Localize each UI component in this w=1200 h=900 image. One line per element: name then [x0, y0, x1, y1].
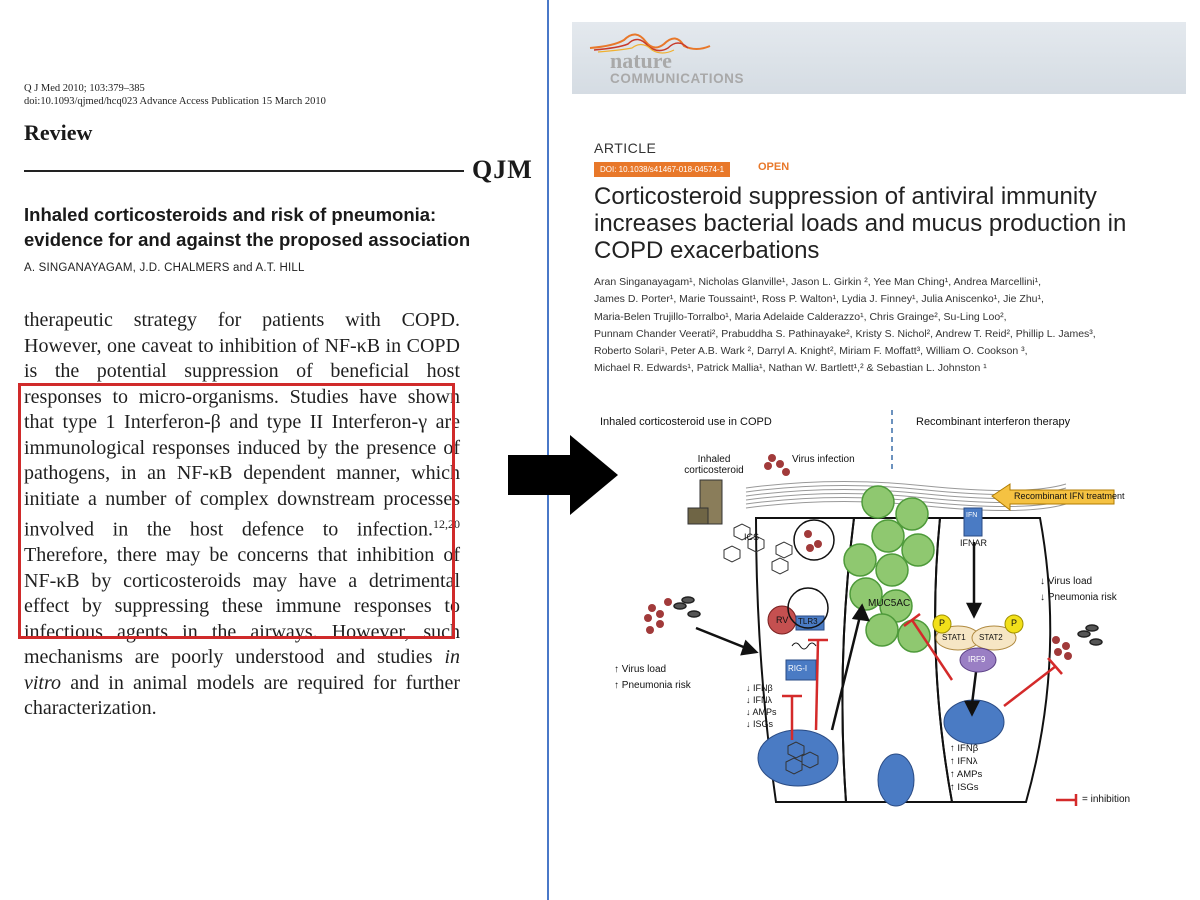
paper-title	[24, 202, 484, 252]
fig-rifn-treatment: Recombinant IFN treatment	[1014, 491, 1125, 501]
paper-title-line-1: Inhaled corticosteroids and risk of pneumonia:	[24, 204, 437, 225]
fig-rig-i: RIG-I	[788, 664, 808, 673]
body-text-highlighted-2: Therefore, there may be concerns that inhibition of NF-κB by corticosteroids may have a detrimental effect by suppressing these immune responses to infectious agents in the airways.	[24, 544, 460, 643]
fig-effect: Virus load	[1047, 576, 1093, 587]
fig-left-effects: ↑ Virus load ↑ Pneumonia risk	[614, 664, 691, 691]
left-paper-pane	[0, 0, 548, 900]
title-rule	[24, 170, 464, 172]
fig-mediator: AMPs	[752, 707, 777, 717]
fig-p-left: P	[939, 618, 946, 628]
fig-muc5ac: MUC5AC	[868, 598, 911, 609]
fig-effect: Virus load	[621, 664, 667, 675]
citation-line-2: doi:10.1093/qjmed/hcq023 Advance Access Publication 15 March 2010	[24, 96, 326, 107]
body-paragraph	[24, 308, 460, 722]
nucleus-left	[758, 730, 838, 786]
fig-virus-infection: Virus infection	[792, 454, 855, 465]
doi-badge[interactable]: DOI: 10.1038/s41467-018-04574-1	[594, 162, 730, 177]
author-line: Maria-Belen Trujillo-Torralbo¹, Maria Adelaide Calderazzo¹, Chris Grainge², Su-Ling Loo²,	[594, 310, 1007, 323]
journal-name-nature: nature	[610, 48, 672, 73]
fig-mediator: ISGs	[753, 719, 774, 729]
fig-effect: Pneumonia risk	[1047, 592, 1117, 603]
fig-stat1: STAT1	[942, 633, 966, 642]
mechanism-figure	[596, 410, 1186, 810]
fig-stat2: STAT2	[979, 633, 1003, 642]
fig-up-list: ↑ IFNβ ↑ IFNλ ↑ AMPs ↑ ISGs	[950, 743, 983, 793]
fig-mediator: IFNβ	[753, 683, 773, 693]
body-text-before: therapeutic strategy for patients with COPD. However, one caveat to inhibition of NF-κB in COPD is the potential suppression of beneficial	[24, 309, 460, 382]
fig-mediator: IFNλ	[753, 695, 773, 705]
paper-authors: A. SINGANAYAGAM, J.D. CHALMERS and A.T. HILL	[24, 262, 305, 274]
journal-header	[572, 22, 1186, 94]
author-line: Aran Singanayagam¹, Nicholas Glanville¹, Jason L. Girkin ², Yee Man Ching¹, Andrea Marcellini¹,	[594, 276, 1042, 288]
citation	[24, 82, 326, 108]
body-text-italic: in vitro	[24, 646, 460, 694]
section-label: Review	[24, 120, 93, 145]
body-text-after-2: and in animal models are required for further characterization.	[24, 671, 460, 720]
fig-right-effects: ↓ Virus load ↓ Pneumonia risk	[1040, 576, 1117, 603]
fig-effect: Pneumonia risk	[621, 680, 691, 691]
author-line: Punnam Chander Veerati², Prabuddha S. Pathinayake², Kristy S. Nichol², Andrew T. Reid², Phillip L. James³,	[594, 327, 1096, 340]
article-authors	[594, 274, 1154, 378]
journal-name-communications: COMMUNICATIONS	[610, 71, 745, 86]
inhaler-icon	[688, 480, 722, 524]
fig-irf9: IRF9	[968, 655, 986, 664]
journal-logo: QJM	[472, 155, 533, 184]
fig-mediator: ISGs	[957, 782, 979, 793]
fig-inhaled-cs: Inhaled corticosteroid	[684, 454, 744, 476]
fig-ifnar: IFNAR	[960, 538, 987, 548]
author-line: Michael R. Edwards¹, Patrick Mallia¹, Nathan W. Bartlett¹,² & Sebastian L. Johnston ¹	[594, 362, 987, 375]
article-label: ARTICLE	[594, 140, 657, 156]
fig-mediator: AMPs	[956, 769, 983, 780]
paper-title-line-2: evidence for and against the proposed association	[24, 229, 471, 250]
author-line: James D. Porter¹, Marie Toussaint¹, Ross P. Walton¹, Lydia J. Finney¹, Julia Aniscenko¹, Jie Zhu¹,	[594, 293, 1044, 306]
fig-mediator: IFNβ	[957, 743, 979, 754]
open-access-label: OPEN	[758, 161, 790, 173]
fig-p-right: P	[1011, 618, 1018, 628]
fig-left-heading: Inhaled corticosteroid use in COPD	[600, 416, 772, 428]
fig-legend-inhibition: = inhibition	[1082, 794, 1131, 805]
nucleus-middle	[878, 754, 914, 806]
fig-down-list: ↓ IFNβ ↓ IFNλ ↓ AMPs ↓ ISGs	[746, 683, 777, 729]
body-text-highlighted: host responses to micro-organisms. Studies have shown that type 1 Interferon-β and type II Interferon-γ are immunological responses induced by the presence of pathogens, in an NF-κB dependent manner, which initiate a number of complex downstream processes involved in the host defence to infection.	[24, 360, 460, 541]
fig-ifn: IFN	[966, 512, 978, 519]
endosome	[794, 520, 834, 560]
fig-tlr3: TLR3	[798, 617, 818, 626]
fig-mediator: IFNλ	[957, 756, 978, 767]
fig-ics-label: ICS	[744, 532, 760, 542]
fig-rv: RV	[776, 615, 789, 625]
citation-line-1: Q J Med 2010; 103:379–385	[24, 83, 145, 94]
body-text-after-1: However, such mechanisms are poorly understood and studies	[24, 620, 460, 669]
right-paper-pane	[556, 0, 1200, 900]
author-line: Roberto Solari¹, Peter A.B. Wark ², Darryl A. Knight², Miriam F. Moffatt³, William O. Cookson ³,	[594, 345, 1028, 358]
fig-right-heading: Recombinant interferon therapy	[916, 416, 1071, 428]
reference-superscript: 12,20	[433, 517, 460, 531]
article-title: Corticosteroid suppression of antiviral immunity increases bacterial loads and mucus production in COPD exacerbations	[594, 183, 1127, 264]
